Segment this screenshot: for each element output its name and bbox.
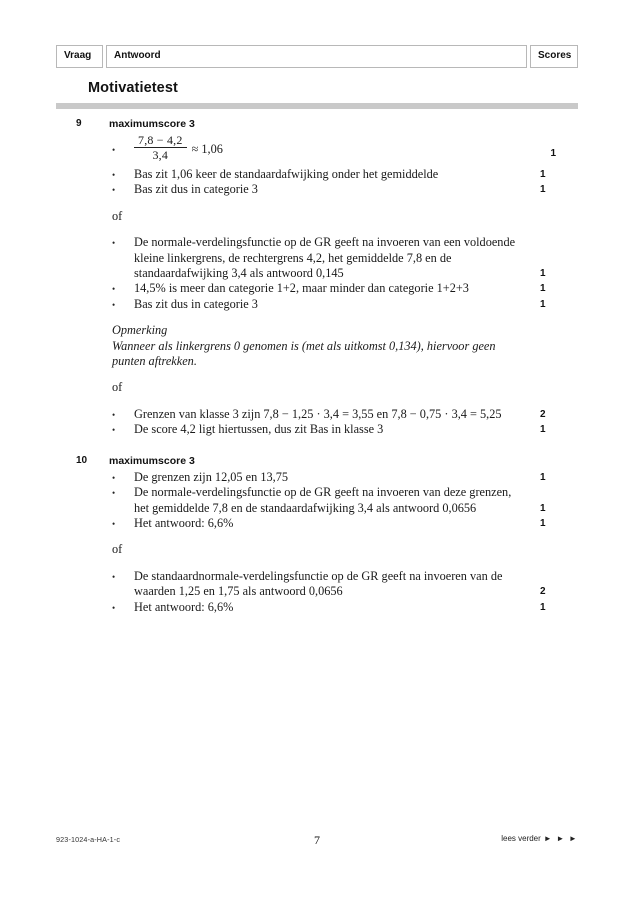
bullet-icon: •	[112, 409, 116, 420]
fraction-result: ≈ 1,06	[191, 141, 223, 156]
answer-row	[56, 600, 578, 615]
alternative-separator: of	[112, 380, 123, 395]
score-value: 1	[540, 601, 546, 613]
bullet-icon: •	[112, 488, 116, 499]
score-value: 1	[540, 471, 546, 483]
answer-row	[56, 235, 578, 281]
answer-row	[56, 470, 578, 485]
score-value: 1	[540, 169, 546, 180]
fraction	[134, 134, 187, 162]
question-10-maxscore: maximumscore 3	[109, 454, 195, 467]
question-block-9	[56, 117, 578, 438]
score-value: 2	[540, 586, 546, 598]
answer-text: De standaardnormale-verdelingsfunctie op de GR geeft na invoeren van de waarden 1,25 en 1,75 als antwoord 0,0656	[134, 568, 503, 599]
bullet-icon: •	[112, 425, 116, 436]
bullet-icon: •	[112, 170, 116, 180]
answer-row	[56, 516, 578, 531]
answer-text: De score 4,2 ligt hiertussen, dus zit Bas in klasse 3	[134, 422, 384, 437]
answer-text: Het antwoord: 6,6%	[134, 599, 234, 614]
score-value: 1	[540, 298, 546, 310]
answer-row	[56, 281, 578, 296]
header-cell-scores: Scores	[530, 45, 578, 68]
score-value: 1	[550, 148, 556, 159]
score-value: 1	[540, 424, 546, 436]
score-value: 1	[540, 283, 546, 295]
answer-text: Bas zit 1,06 keer de standaardafwijking onder het gemiddelde	[134, 167, 439, 181]
footer-continue	[501, 834, 578, 843]
note-body: Wanneer als linkergrens 0 genomen is (met als uitkomst 0,134), hiervoor geen punten aftrekken.	[112, 338, 496, 369]
spacer	[56, 312, 578, 323]
answer-text: Grenzen van klasse 3 zijn 7,8 − 1,25 · 3,4 = 3,55 en 7,8 − 0,75 · 3,4 = 5,25	[134, 406, 502, 421]
bullet-icon: •	[112, 571, 116, 582]
bullet-icon: •	[112, 238, 116, 249]
answer-row	[56, 485, 578, 516]
question-9-number: 9	[76, 118, 82, 129]
score-value: 2	[540, 408, 546, 420]
bullet-icon: •	[112, 299, 116, 310]
answer-text: De normale-verdelingsfunctie op de GR geeft na invoeren van deze grenzen, het gemiddelde 7,8 en de standaardafwijking 3,4 als antwoord 0,0656	[134, 485, 512, 515]
spacer	[56, 531, 578, 542]
footer-continue-label: lees verder	[501, 834, 541, 843]
fraction-expression	[134, 134, 223, 162]
question-9-heading	[56, 117, 578, 133]
question-10-heading	[56, 454, 578, 470]
bullet-icon: •	[112, 145, 116, 155]
answer-row	[56, 182, 578, 197]
question-9-maxscore: maximumscore 3	[109, 118, 195, 130]
section-divider	[56, 103, 578, 109]
page-footer	[56, 833, 578, 849]
score-value: 1	[540, 268, 546, 280]
footer-page-number: 7	[314, 833, 320, 847]
bullet-icon: •	[112, 518, 116, 529]
score-value: 1	[540, 184, 546, 196]
question-block-10	[56, 454, 578, 615]
answer-text: Het antwoord: 6,6%	[134, 515, 234, 530]
spacer	[56, 369, 578, 380]
answer-row	[56, 569, 578, 600]
answer-text: Bas zit dus in categorie 3	[134, 296, 258, 311]
answer-row-fraction	[56, 133, 578, 167]
score-value: 1	[540, 517, 546, 529]
triangle-right-icon: ► ► ►	[543, 834, 578, 843]
answer-row	[56, 422, 578, 437]
fraction-numerator: 7,8 − 4,2	[134, 134, 187, 148]
answer-text: Bas zit dus in categorie 3	[134, 182, 258, 197]
bullet-icon: •	[112, 472, 116, 483]
spacer	[56, 224, 578, 235]
bullet-icon: •	[112, 284, 116, 295]
header-cell-vraag: Vraag	[56, 45, 103, 68]
fraction-denominator: 3,4	[152, 148, 169, 162]
answer-text: De normale-verdelingsfunctie op de GR geeft na invoeren van een voldoende kleine linkergrens, de rechtergrens 4,2, het gemiddelde 7,8 en de standaardafwijking 3,4 als antwoord 0,145	[134, 235, 516, 281]
header-cell-antwoord: Antwoord	[106, 45, 527, 68]
alternative-separator: of	[112, 542, 123, 557]
column-header-table	[56, 45, 578, 68]
bullet-icon: •	[112, 602, 116, 613]
footer-document-code: 923-1024-a-HA-1-c	[56, 835, 121, 844]
answer-row	[56, 167, 578, 182]
spacer	[56, 558, 578, 569]
bullet-icon: •	[112, 185, 116, 196]
answer-content	[56, 117, 578, 615]
section-title: Motivatietest	[88, 80, 178, 96]
score-value: 1	[540, 502, 546, 514]
answer-row	[56, 297, 578, 312]
spacer	[56, 396, 578, 407]
answer-text: 14,5% is meer dan categorie 1+2, maar minder dan categorie 1+2+3	[134, 281, 469, 296]
answer-row	[56, 407, 578, 422]
question-10-number: 10	[76, 454, 88, 466]
answer-text: De grenzen zijn 12,05 en 13,75	[134, 469, 289, 484]
spacer	[56, 438, 578, 454]
alternative-separator: of	[112, 208, 123, 223]
note-title: Opmerking	[112, 323, 168, 338]
spacer	[56, 198, 578, 209]
